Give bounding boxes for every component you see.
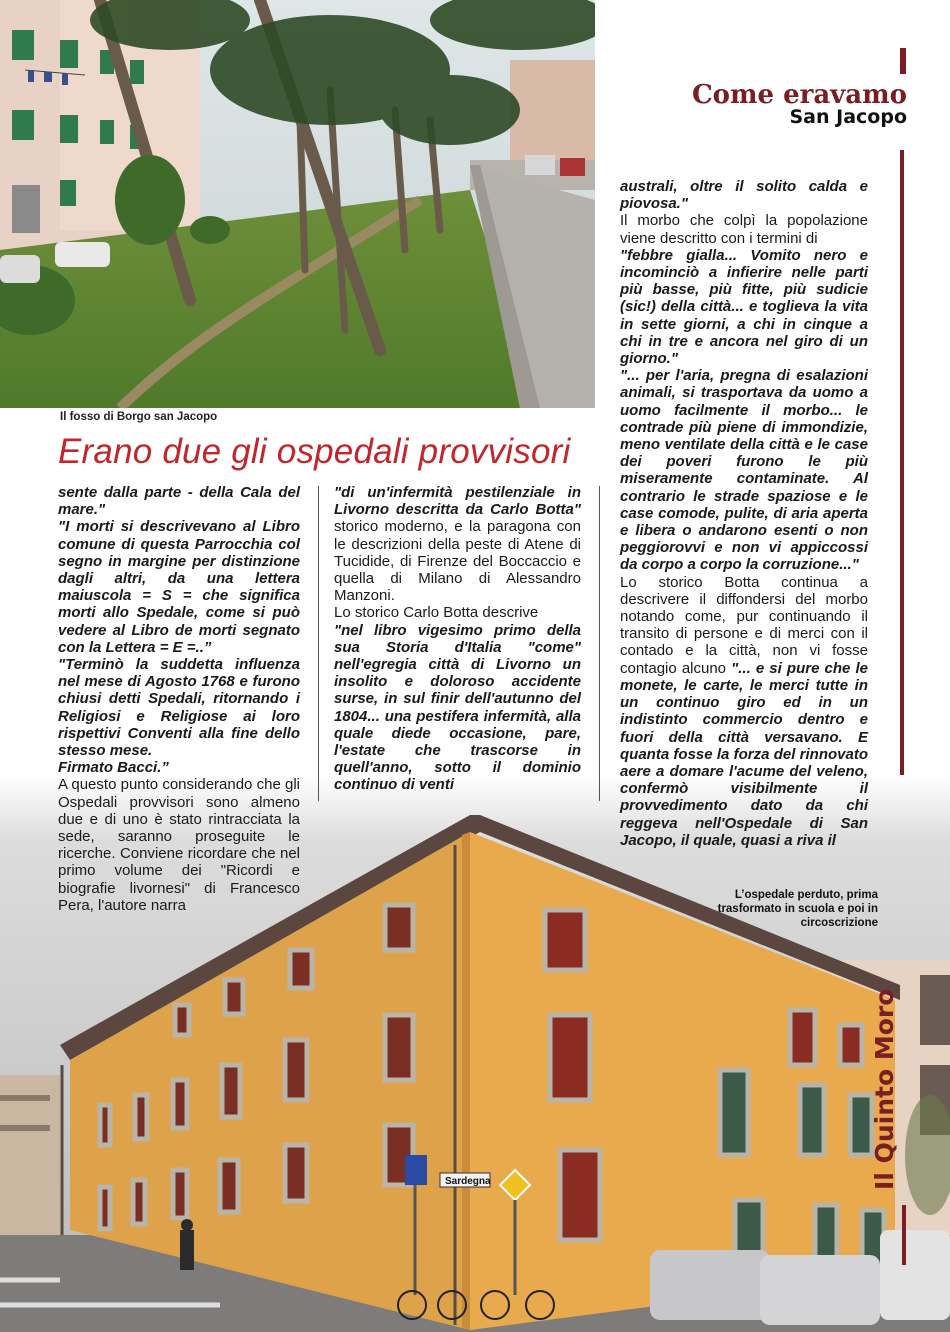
quote: "... e si pure che le monete, le carte, le merci tutte in un continuo giro ed in un indistinto commercio dentro e fuori della città versavano. E quanta fosse la forza del rinnovato aere a domare l'acume del veleno, confermò visibilmente il provvedimento dato da chi reggeva nell'Ospedale di San Jacopo, il quale, quasi a riva il (620, 659, 868, 849)
canal-photo-caption: Il fosso di Borgo san Jacopo (60, 411, 218, 423)
hospital-photo-caption: L’ospedale perduto, prima trasformato in scuola e poi in circoscrizione (717, 889, 878, 929)
paragraph: A questo punto considerando che gli Ospedali provvisori sono almeno due e di uno è stato rintracciata la sede, saranno proseguite le ricerche. Conviene ricordare che nel primo volume dei "Ricordi e biografie livornesi" di Francesco Pera, l'autore narra (58, 776, 300, 914)
street-sign-label: Sardegna (445, 1176, 491, 1187)
column-divider (318, 486, 319, 801)
paragraph: "Terminò la suddetta influenza nel mese di Agosto 1768 e furono chiusi detti Spedali, ritornando i Religiosi e Religiose ai loro rispettivi Conventi alla fine dello stesso mese. (58, 656, 300, 760)
column-divider (599, 486, 600, 801)
paragraph (334, 484, 581, 604)
paragraph: "I morti si descrivevano al Libro comune di questa Parrocchia col segno in margine per distinzione dagli altri, da una lettera maiuscola = S = che significa morti allo Spedale, come si può vedere al Libro de morti segnato con la Lettera = E =..” (58, 518, 300, 656)
paragraph: "febbre gialla... Vomito nero e incominciò a infierire nelle parti più basse, più fitte, più sudicie (sic!) della città... e toglieva la vita in sette giorni, a chi in cinque a chi in tre e ancora nel giro di un giorno." (620, 246, 868, 368)
magazine-name: Il Quinto Moro (870, 988, 899, 1190)
paragraph (620, 574, 868, 849)
canal-photo (0, 0, 595, 408)
accent-bar-top (900, 48, 906, 74)
article-headline: Erano due gli ospedali provvisori (58, 432, 571, 471)
quote: "di un'infermità pestilenziale in Livorno descritta da Carlo Botta" (334, 484, 581, 519)
text-column-3 (620, 178, 868, 849)
paragraph: sente dalla parte - della Cala del mare." (58, 484, 300, 519)
section-title: Come eravamo (691, 80, 907, 110)
paragraph: Firmato Bacci.” (58, 759, 169, 777)
paragraph: "nel libro vigesimo primo della sua Storia d'Italia "come" nell'egregia città di Livorno un insolito e doloroso accidente surse, in sul finir dell'autunno del 1804... una pestifera infermità, alla quale diede occasione, pare, l'estate che trascorse in quell'anno, sotto il dominio continuo di venti (334, 621, 581, 794)
accent-bar-bottom (902, 1205, 906, 1265)
paragraph: australi, oltre il solito calda e piovosa." (620, 178, 868, 213)
section-subtitle: San Jacopo (789, 106, 907, 128)
text-column-1 (58, 484, 300, 914)
text-column-2 (334, 484, 581, 794)
text: storico moderno, e la paragona con le descrizioni della peste di Atene di Tucidide, di Firenze del Boccaccio e quella di Milano di Alessandro Manzoni. (334, 518, 581, 605)
paragraph: "... per l'aria, pregna di esalazioni animali, si trasportava da uomo a uomo facilmente il morbo... le contrade più piene di immondizie, meno ventilate della città e le case dei poveri furono le più miseramente contaminate. Al contrario le strade spaziose e le case comode, pulite, di aria aperta e libera o andarono esenti o non peggiorovvi e non vi appiccossi da corpo a corpo la corruzione..." (620, 367, 868, 574)
text: Lo storico Botta continua a descrivere il diffondersi del morbo notando come, pur continuando il transito di persone e di merci con il contado e la città, non vi fosse contagio alcuno (620, 573, 868, 677)
paragraph: Lo storico Carlo Botta descrive (334, 604, 539, 622)
paragraph: Il morbo che colpì la popolazione viene descritto con i termini di (620, 212, 868, 247)
